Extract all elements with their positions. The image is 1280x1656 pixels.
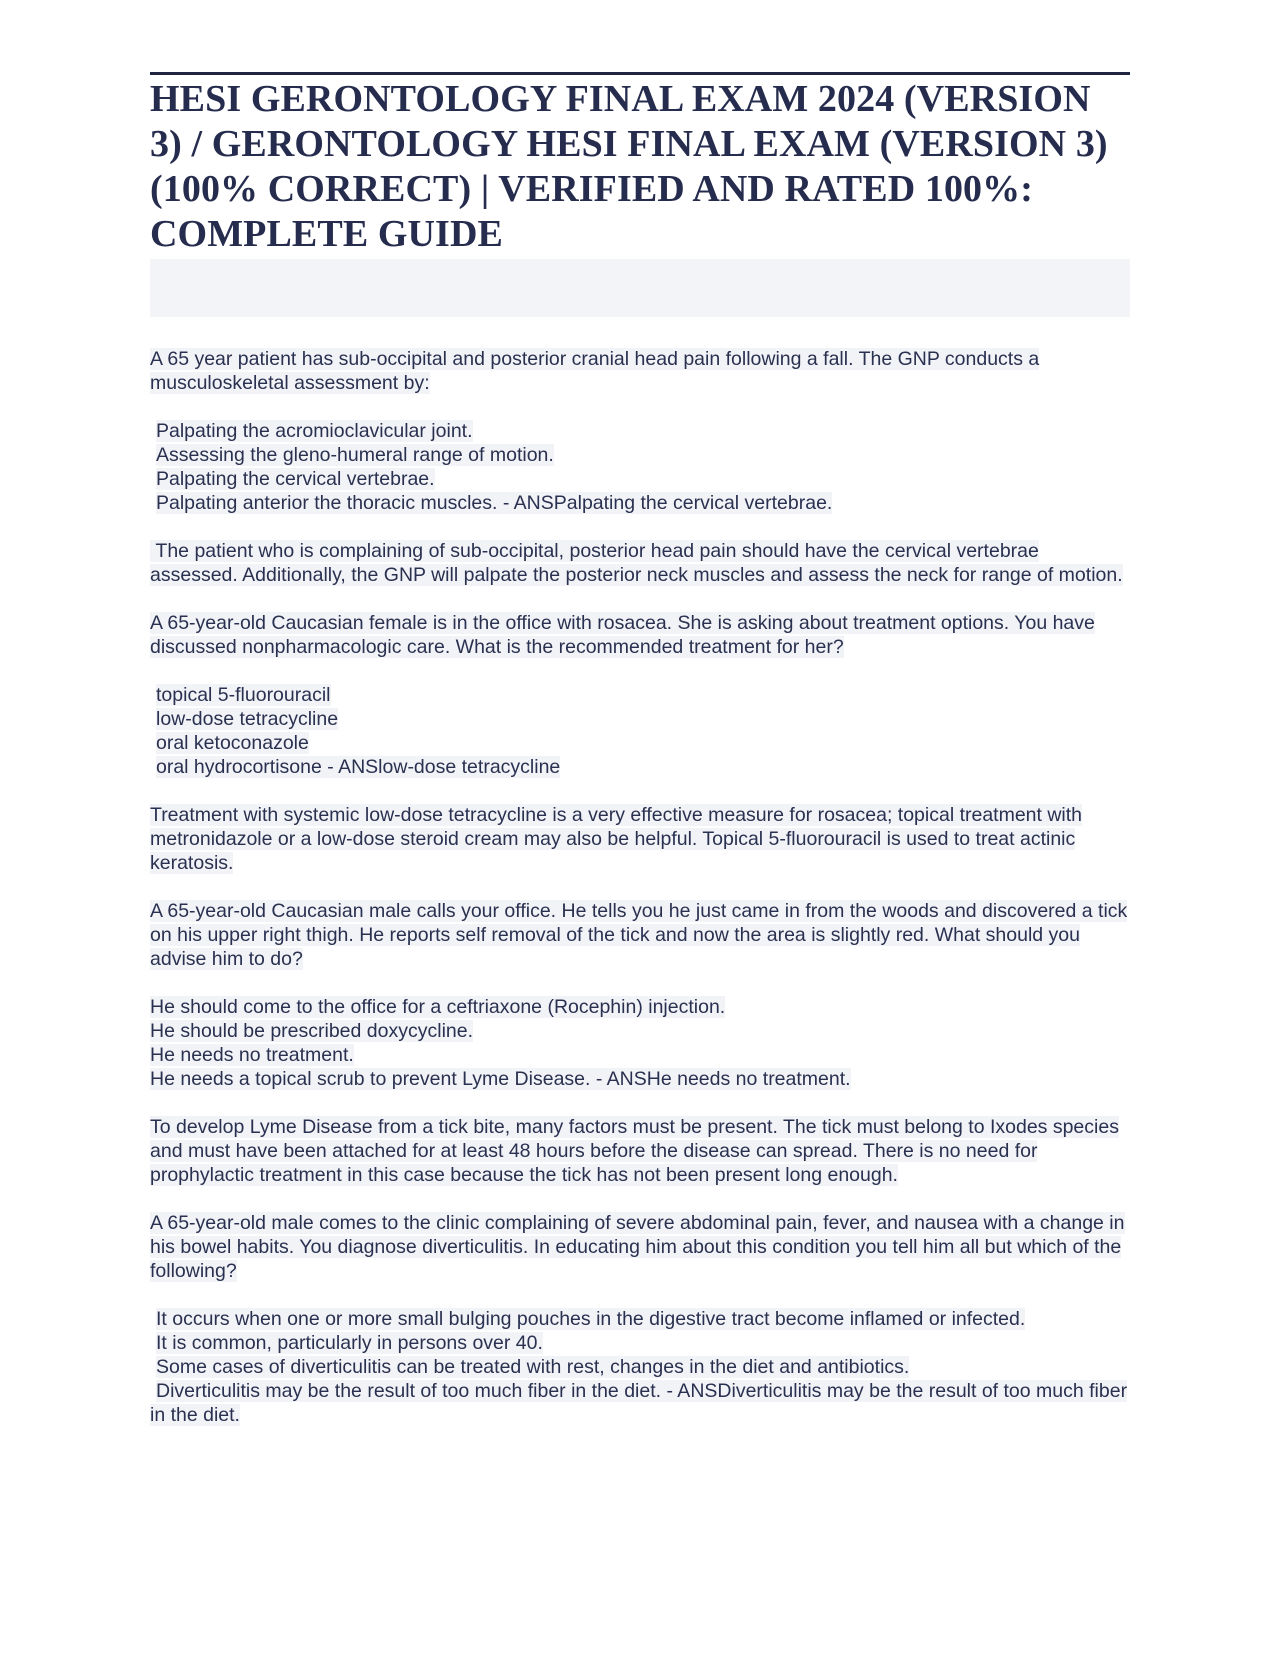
- question-3-options: [150, 995, 1130, 1091]
- option-item: Palpating the cervical vertebrae.: [156, 468, 435, 490]
- option-item-answer: Palpating anterior the thoracic muscles. - ANSPalpating the cervical vertebrae.: [156, 492, 833, 514]
- option-item: It is common, particularly in persons over 40.: [156, 1332, 543, 1354]
- title-rule: [150, 72, 1130, 75]
- option-item: Palpating the acromioclavicular joint.: [156, 420, 473, 442]
- option-item: He should come to the office for a ceftriaxone (Rocephin) injection.: [150, 996, 726, 1018]
- question-1-options: [150, 419, 1130, 515]
- question-4-options: [150, 1307, 1130, 1427]
- rationale-text: To develop Lyme Disease from a tick bite, many factors must be present. The tick must belong to Ixodes species and must have been attached for at least 48 hours before the disease can spread. There is no need for prophylactic treatment in this case because the tick has not been present long enough.: [150, 1116, 1119, 1186]
- document-body: [150, 347, 1130, 1427]
- question-2: [150, 611, 1130, 659]
- document-title: HESI GERONTOLOGY FINAL EXAM 2024 (VERSION 3) / GERONTOLOGY HESI FINAL EXAM (VERSION 3) (100% CORRECT) | VERIFIED AND RATED 100%: COMPLETE GUIDE: [150, 78, 1108, 255]
- option-item: Some cases of diverticulitis can be treated with rest, changes in the diet and antibiotics.: [156, 1356, 910, 1378]
- question-4: [150, 1211, 1130, 1283]
- title-band: [150, 259, 1130, 317]
- option-item: It occurs when one or more small bulging pouches in the digestive tract become inflamed or infected.: [156, 1308, 1026, 1330]
- option-item: oral ketoconazole: [156, 732, 309, 754]
- option-item: Assessing the gleno-humeral range of motion.: [156, 444, 554, 466]
- option-item: He should be prescribed doxycycline.: [150, 1020, 474, 1042]
- question-1: [150, 347, 1130, 395]
- question-2-text: A 65-year-old Caucasian female is in the office with rosacea. She is asking about treatment options. You have discussed nonpharmacologic care. What is the recommended treatment for her?: [150, 612, 1095, 658]
- question-2-options: [150, 683, 1130, 779]
- option-item: topical 5-fluorouracil: [156, 684, 331, 706]
- question-4-text: A 65-year-old male comes to the clinic complaining of severe abdominal pain, fever, and nausea with a change in his bowel habits. You diagnose diverticulitis. In educating him about this condition you tell him all but which of the following?: [150, 1212, 1125, 1282]
- question-1-rationale: [150, 539, 1130, 587]
- question-2-rationale: [150, 803, 1130, 875]
- option-item-answer: oral hydrocortisone - ANSlow-dose tetracycline: [156, 756, 561, 778]
- option-item-answer: Diverticulitis may be the result of too much fiber in the diet. - ANSDiverticulitis may be the result of too much fiber in the diet.: [150, 1380, 1128, 1426]
- document-page: [150, 72, 1130, 1451]
- option-item: He needs no treatment.: [150, 1044, 354, 1066]
- question-1-text: A 65 year patient has sub-occipital and posterior cranial head pain following a fall. The GNP conducts a musculoskeletal assessment by:: [150, 348, 1040, 394]
- rationale-text: Treatment with systemic low-dose tetracycline is a very effective measure for rosacea; topical treatment with metronidazole or a low-dose steroid cream may also be helpful. Topical 5-fluorouracil is used to treat actinic keratosis.: [150, 804, 1083, 874]
- question-3-rationale: [150, 1115, 1130, 1187]
- question-3: [150, 899, 1130, 971]
- rationale-text: The patient who is complaining of sub-occipital, posterior head pain should have the cervical vertebrae assessed. Additionally, the GNP will palpate the posterior neck muscles and assess the neck for range of motion.: [150, 540, 1123, 586]
- option-item: low-dose tetracycline: [156, 708, 339, 730]
- option-item-answer: He needs a topical scrub to prevent Lyme Disease. - ANSHe needs no treatment.: [150, 1068, 851, 1090]
- question-3-text: A 65-year-old Caucasian male calls your office. He tells you he just came in from the woods and discovered a tick on his upper right thigh. He reports self removal of the tick and now the area is slightly red. What should you advise him to do?: [150, 900, 1128, 970]
